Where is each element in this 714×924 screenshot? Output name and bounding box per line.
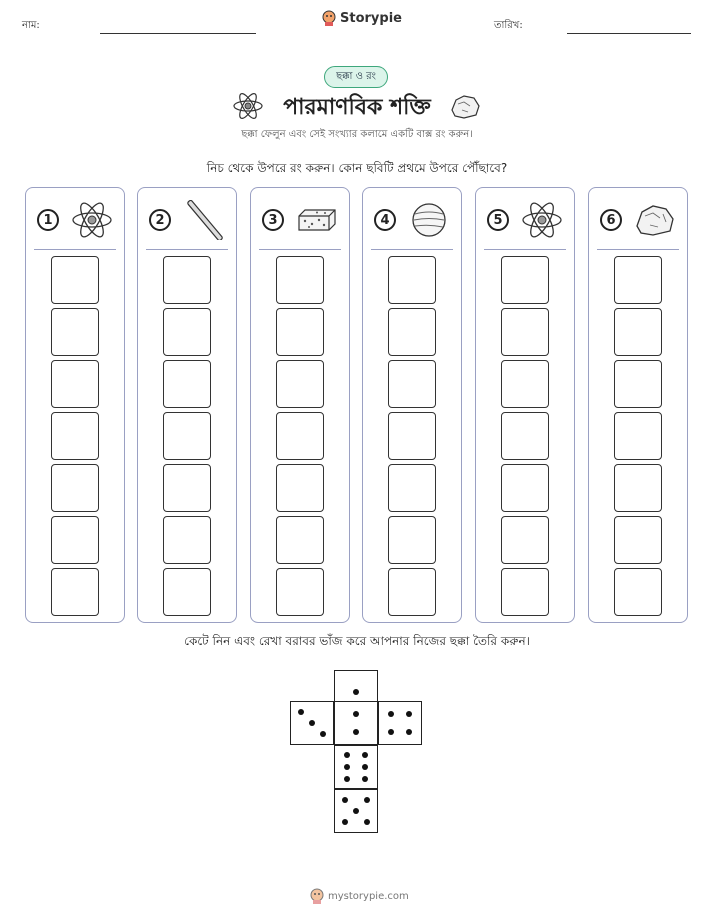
cut-instruction: কেটে নিন এবং রেখা বরাবর ভাঁজ করে আপনার নিজের ছক্কা তৈরি করুন। <box>184 634 530 648</box>
column-number: 3 <box>262 209 284 231</box>
color-box[interactable] <box>51 516 99 564</box>
color-box[interactable] <box>388 360 436 408</box>
die-pip <box>388 729 394 735</box>
color-box[interactable] <box>388 256 436 304</box>
color-box[interactable] <box>501 360 549 408</box>
color-box[interactable] <box>51 308 99 356</box>
sponge-block-icon <box>295 200 339 240</box>
die-pip <box>344 764 350 770</box>
atom-icon <box>520 200 564 240</box>
color-box[interactable] <box>388 464 436 512</box>
color-box[interactable] <box>51 256 99 304</box>
color-box[interactable] <box>276 256 324 304</box>
column-4 <box>362 187 462 623</box>
color-box[interactable] <box>51 464 99 512</box>
page-title: পারমাণবিক শক্তি <box>283 95 431 120</box>
color-box[interactable] <box>614 256 662 304</box>
color-box[interactable] <box>276 568 324 616</box>
die-pip <box>406 711 412 717</box>
column-3 <box>250 187 350 623</box>
brand <box>322 10 402 26</box>
column-1 <box>25 187 125 623</box>
color-box[interactable] <box>614 360 662 408</box>
color-box[interactable] <box>614 308 662 356</box>
color-box[interactable] <box>614 516 662 564</box>
color-box[interactable] <box>388 516 436 564</box>
name-label: নাম: <box>22 20 40 31</box>
column-divider <box>371 249 453 250</box>
color-box[interactable] <box>163 360 211 408</box>
die-face-5 <box>334 789 378 833</box>
column-divider <box>34 249 116 250</box>
color-box[interactable] <box>388 412 436 460</box>
die-pip <box>353 711 359 717</box>
subtitle: ছক্কা ফেলুন এবং সেই সংখ্যার কলামে একটি বাক্স রং করুন। <box>241 129 473 140</box>
die-pip <box>342 797 348 803</box>
die-pip <box>344 776 350 782</box>
color-box[interactable] <box>501 308 549 356</box>
column-number: 6 <box>600 209 622 231</box>
rock-icon <box>448 92 482 120</box>
color-box[interactable] <box>51 360 99 408</box>
die-pip <box>353 689 359 695</box>
column-number: 4 <box>374 209 396 231</box>
atom-icon <box>70 200 114 240</box>
column-2 <box>137 187 237 623</box>
color-box[interactable] <box>276 412 324 460</box>
instruction: নিচ থেকে উপরে রং করুন। কোন ছবিটি প্রথমে উপরে পৌঁছাবে? <box>206 161 508 175</box>
color-box[interactable] <box>276 464 324 512</box>
die-pip <box>362 752 368 758</box>
column-divider <box>146 249 228 250</box>
column-divider <box>597 249 679 250</box>
die-pip <box>388 711 394 717</box>
color-box[interactable] <box>388 568 436 616</box>
storypie-logo-icon <box>310 888 324 904</box>
date-label: তারিখ: <box>494 20 523 31</box>
die-pip <box>309 720 315 726</box>
die-face-4 <box>378 701 422 745</box>
color-box[interactable] <box>501 516 549 564</box>
color-box[interactable] <box>501 464 549 512</box>
column-divider <box>484 249 566 250</box>
planet-icon <box>407 200 451 240</box>
die-face-3 <box>290 701 334 745</box>
die-pip <box>364 819 370 825</box>
die-pip <box>406 729 412 735</box>
color-box[interactable] <box>51 568 99 616</box>
die-pip <box>364 797 370 803</box>
color-box[interactable] <box>276 360 324 408</box>
die-pip <box>353 729 359 735</box>
storypie-logo-icon <box>322 10 336 26</box>
die-pip <box>344 752 350 758</box>
color-box[interactable] <box>501 568 549 616</box>
name-line <box>100 33 256 34</box>
color-box[interactable] <box>614 464 662 512</box>
die-pip <box>298 709 304 715</box>
color-box[interactable] <box>276 308 324 356</box>
brand-name: Storypie <box>340 10 402 26</box>
color-box[interactable] <box>51 412 99 460</box>
rock-icon <box>633 200 677 240</box>
die-pip <box>362 764 368 770</box>
column-number: 1 <box>37 209 59 231</box>
color-box[interactable] <box>614 568 662 616</box>
footer-url[interactable]: mystorypie.com <box>328 890 409 902</box>
die-face-2 <box>334 701 378 745</box>
color-box[interactable] <box>276 516 324 564</box>
color-box[interactable] <box>163 256 211 304</box>
color-box[interactable] <box>614 412 662 460</box>
column-5 <box>475 187 575 623</box>
rod-icon <box>182 200 226 240</box>
die-pip <box>353 808 359 814</box>
die-face-6 <box>334 745 378 789</box>
footer <box>310 888 409 904</box>
color-box[interactable] <box>163 516 211 564</box>
die-pip <box>320 731 326 737</box>
column-number: 2 <box>149 209 171 231</box>
column-divider <box>259 249 341 250</box>
die-pip <box>342 819 348 825</box>
color-box[interactable] <box>163 464 211 512</box>
color-box[interactable] <box>501 256 549 304</box>
color-box[interactable] <box>163 568 211 616</box>
date-line <box>567 33 691 34</box>
color-box[interactable] <box>501 412 549 460</box>
color-box[interactable] <box>163 308 211 356</box>
column-6 <box>588 187 688 623</box>
color-box[interactable] <box>388 308 436 356</box>
die-pip <box>362 776 368 782</box>
column-number: 5 <box>487 209 509 231</box>
activity-tag: ছক্কা ও রং <box>324 66 388 88</box>
color-box[interactable] <box>163 412 211 460</box>
